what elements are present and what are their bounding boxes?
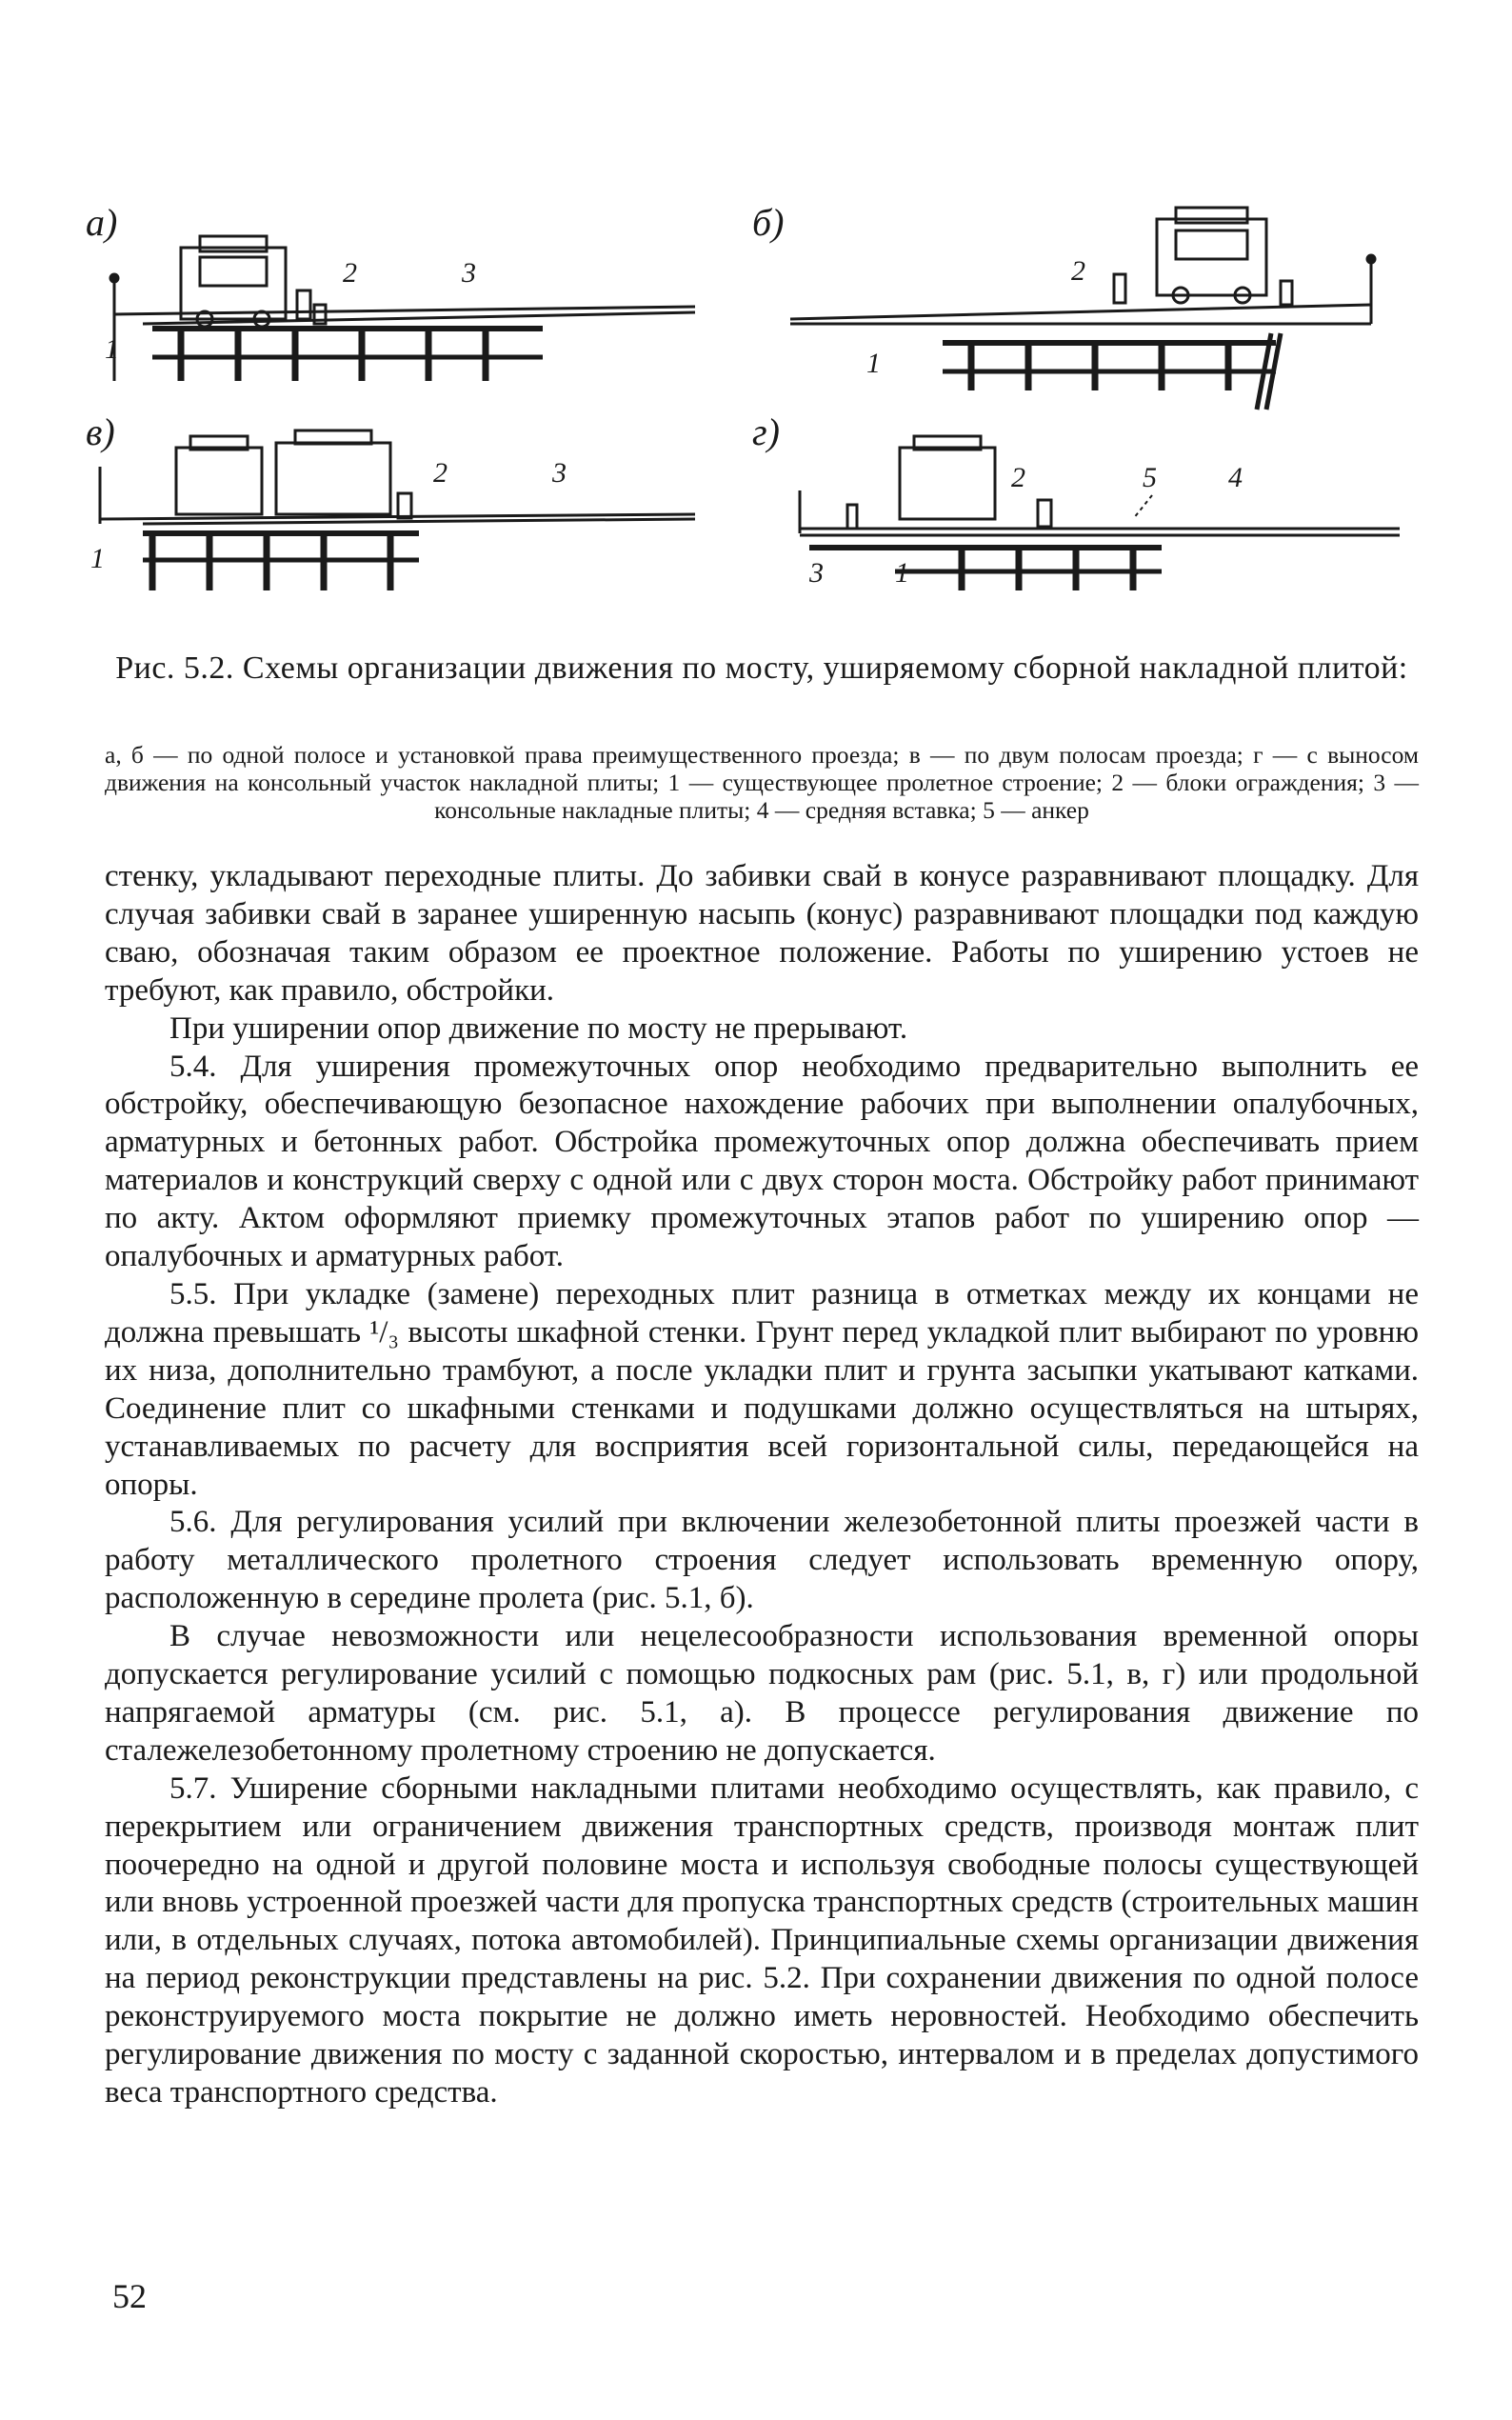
scheme-a <box>110 236 695 381</box>
callout-d-4: 4 <box>1228 462 1243 493</box>
paragraph-5-5: 5.5. При укладке (замене) переходных плит разница в отметках между их концами не должна превышать ¹/₃ высоты шкафной стенки. Грунт перед укладкой плит выбирают по уровню их низа, дополнительно трамбуют, а после укладки плит и грунта засыпки укатывают катками. Соединение плит со шкафными стенками и подушками должно осуществляться на штырях, устанавливаемых по расчету для восприятия всей горизонтальной силы, передающейся на опоры. <box>105 1276 1419 1502</box>
paragraph-5-6: 5.6. Для регулирования усилий при включении железобетонной плиты проезжей части в работу металлического пролетного строения следует использовать временную опору, расположенную в середине пролета (рис. 5.1, б). <box>105 1505 1419 1616</box>
callout-c-3: 3 <box>552 457 567 489</box>
callout-c-1: 1 <box>90 543 105 574</box>
legend-line-2: 1 — существующее пролетное строение; 2 — блоки ограждения; 3 — консольные накладные плиты; 4 — средняя вставка; 5 — анкер <box>434 769 1419 824</box>
body-text <box>105 858 1419 2112</box>
callout-b-1: 1 <box>866 348 881 379</box>
panel-label-d: г) <box>752 410 780 453</box>
bridge-schemes-drawing <box>86 190 1428 610</box>
callout-d-1: 1 <box>895 557 909 589</box>
callout-d-5: 5 <box>1143 462 1157 493</box>
panel-label-b: б) <box>752 201 785 244</box>
legend-line-1: а, б — по одной полосе и установкой права преимущественного проезда; в — по двум полосам проезда; г — с выносом движения на консольный участок накладной плиты; <box>105 741 1419 796</box>
panel-label-a: а) <box>86 201 118 244</box>
paragraph-2: При уширении опор движение по мосту не прерывают. <box>169 1010 908 1046</box>
callout-d-2: 2 <box>1011 462 1025 493</box>
paragraph-1: стенку, укладывают переходные плиты. До забивки свай в конусе разравнивают площадку. Для случая забивки свай в заранее уширенную насыпь (конус) разравнивают площадки под каждую сваю, обозначая таким образом ее проектное положение. Работы по уширению устоев не требуют, как правило, обстройки. <box>105 859 1419 1008</box>
scheme-d <box>800 436 1400 590</box>
paragraph-5-7: 5.7. Уширение сборными накладными плитами необходимо осуществлять, как правило, с перекрытием или ограничением движения транспортных средств, производя монтаж плит поочередно на одной и другой половине моста и используя свободные полосы существующей или вновь устроенной проезжей части для пропуска транспортных средств (строительных машин или, в отдельных случаях, потока автомобилей). Принципиальные схемы организации движения на период реконструкции представлены на рис. 5.2. При сохранении движения по одной полосе реконструируемого моста покрытие не должно иметь неровностей. Необходимо обеспечить регулирование движения по мосту с заданной скоростью, интервалом и в пределах допустимого веса транспортного средства. <box>105 1770 1419 2110</box>
panel-label-c: в) <box>86 410 115 453</box>
page-number: 52 <box>112 2277 147 2315</box>
figure-legend <box>105 741 1419 824</box>
callout-c-2: 2 <box>433 457 448 489</box>
callout-a-2: 2 <box>343 257 357 289</box>
callout-d-3: 3 <box>809 557 824 589</box>
callout-b-2: 2 <box>1071 255 1085 287</box>
figure-5-2 <box>86 190 1428 610</box>
callout-a-1: 1 <box>105 333 119 365</box>
paragraph-temporary-support: В случае невозможности или нецелесообразности использования временной опоры допускается регулирование усилий с помощью подкосных рам (рис. 5.1, в, г) или продольной напрягаемой арматуры (см. рис. 5.1, а). В процессе регулирования движение по сталежелезобетонному пролетному строению не допускается. <box>105 1619 1419 1768</box>
callout-a-3: 3 <box>462 257 476 289</box>
paragraph-5-4: 5.4. Для уширения промежуточных опор необходимо предварительно выполнить ее обстройку, обеспечивающую безопасное нахождение рабочих при выполнении опалубочных, арматурных и бетонных работ. Обстройка промежуточных опор должна обеспечивать прием материалов и конструкций сверху с одной или с двух сторон моста. Обстройку работ принимают по акту. Актом оформляют приемку промежуточных этапов работ по уширению опор — опалубочных и арматурных работ. <box>105 1049 1419 1274</box>
scheme-c <box>100 430 695 590</box>
figure-caption: Рис. 5.2. Схемы организации движения по мосту, уширяемому сборной накладной плитой: <box>115 650 1408 686</box>
